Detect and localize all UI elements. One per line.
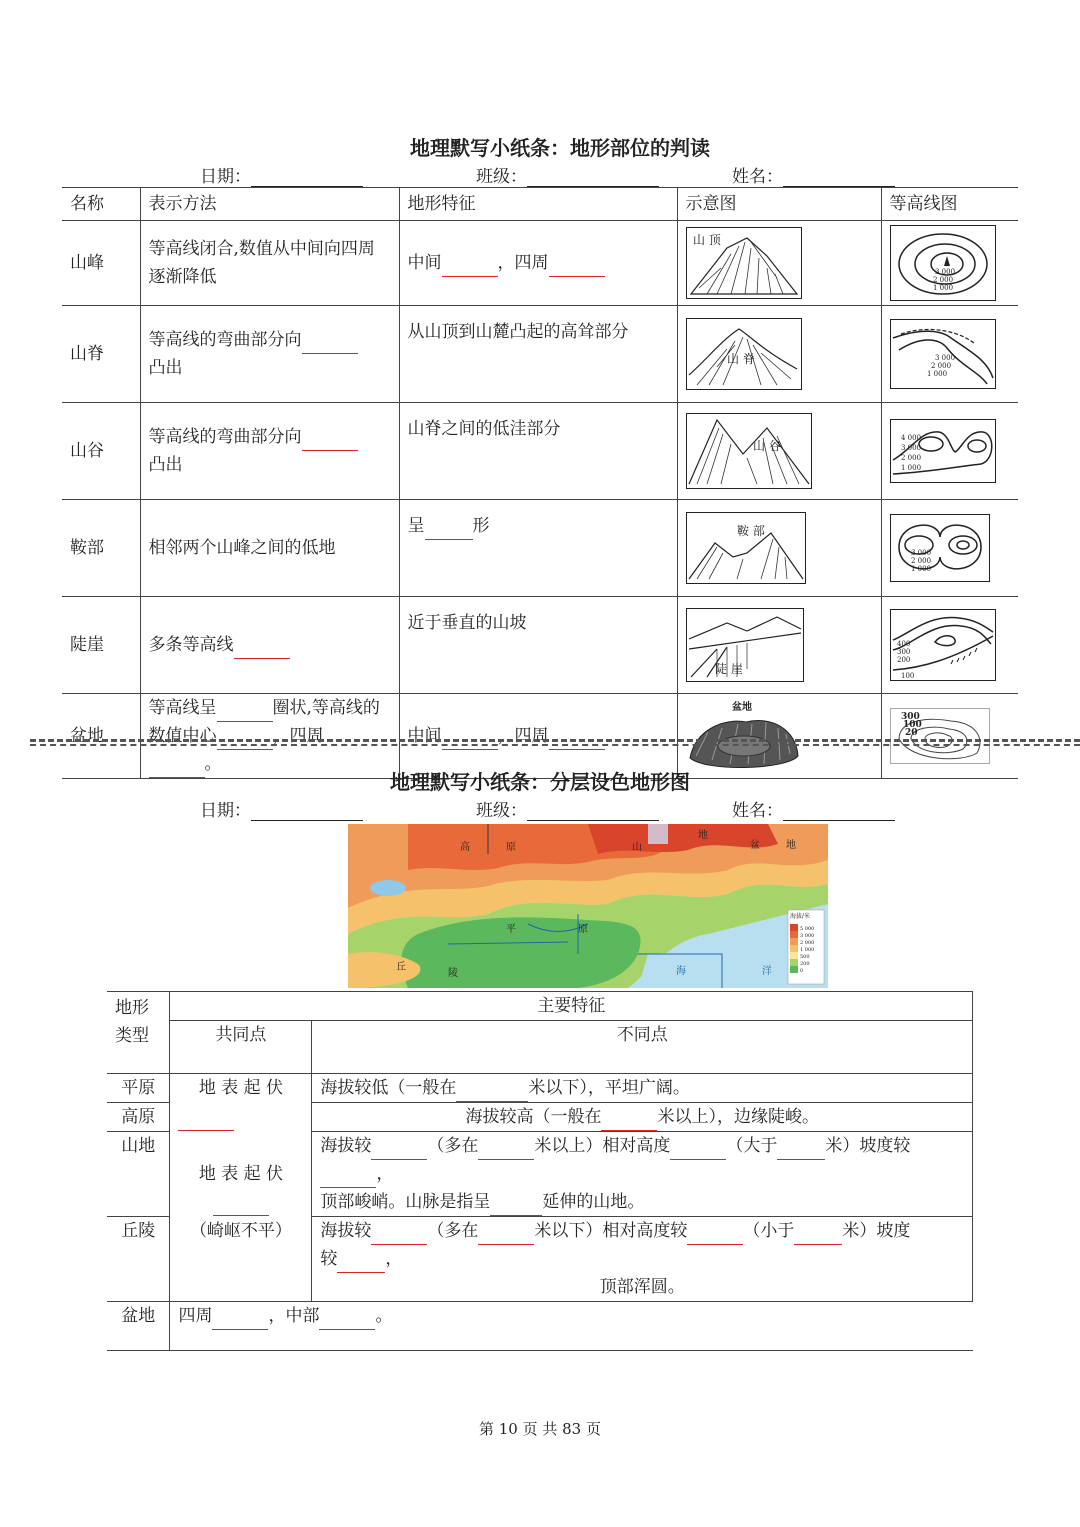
table-row bbox=[62, 403, 1018, 500]
table-row bbox=[107, 1074, 973, 1103]
answer-blank[interactable] bbox=[217, 735, 273, 750]
sketch-cell bbox=[677, 306, 881, 403]
sheet2-name-field bbox=[732, 796, 895, 821]
common-cell bbox=[170, 1103, 312, 1132]
answer-blank[interactable] bbox=[601, 1116, 657, 1131]
diff-text: （多在 bbox=[427, 1136, 479, 1156]
row-name: 山峰 bbox=[62, 221, 140, 306]
cliff-sketch bbox=[686, 608, 804, 682]
legend-label: 5 000 bbox=[800, 926, 815, 932]
name-label: 姓名： bbox=[732, 167, 783, 187]
table-header-row bbox=[107, 992, 973, 1021]
class-blank[interactable] bbox=[527, 170, 659, 187]
legend-label: 3 000 bbox=[800, 933, 815, 939]
contour-cell bbox=[881, 597, 1018, 694]
sheet2-title: 地理默写小纸条：分层设色地形图 bbox=[390, 770, 690, 794]
contour-label: 200 bbox=[896, 656, 910, 664]
date-blank[interactable] bbox=[251, 170, 363, 187]
map-label: 地 bbox=[786, 840, 796, 851]
cut-line bbox=[30, 739, 1080, 742]
common-cell bbox=[170, 1132, 312, 1217]
contour-label: 100 bbox=[900, 672, 914, 680]
contour-label: 3 000 bbox=[900, 444, 921, 452]
answer-blank[interactable] bbox=[456, 1087, 528, 1102]
diff-text: 较 bbox=[320, 1249, 338, 1269]
diff-cell bbox=[312, 1074, 973, 1103]
map-label: 丘 bbox=[396, 962, 406, 973]
answer-blank[interactable] bbox=[425, 525, 473, 540]
diff-text: ，中部 bbox=[268, 1306, 320, 1326]
basin-sketch bbox=[686, 698, 802, 774]
row-method bbox=[140, 597, 399, 694]
contour-label: 1 000 bbox=[932, 284, 953, 292]
method-text: 等高线的弯曲部分向 bbox=[148, 427, 302, 447]
sketch-label: 山 顶 bbox=[692, 233, 721, 247]
legend-label: 200 bbox=[800, 961, 810, 967]
date-label: 日期： bbox=[200, 167, 251, 187]
diff-text: 四周 bbox=[178, 1306, 213, 1326]
map-label: 山 bbox=[632, 842, 642, 853]
landform-position-table bbox=[62, 187, 1018, 779]
diff-text: ， bbox=[385, 1249, 403, 1269]
contour-cell bbox=[881, 500, 1018, 597]
contour-label: 400 bbox=[896, 640, 910, 648]
answer-blank[interactable] bbox=[213, 1201, 269, 1216]
answer-blank[interactable] bbox=[478, 1145, 534, 1160]
legend-title: 海拔/米 bbox=[790, 913, 811, 920]
feature-text: 形 bbox=[472, 516, 490, 536]
legend-label: 500 bbox=[800, 954, 810, 960]
contour-label: 1 000 bbox=[926, 370, 947, 378]
saddle-contour-map bbox=[890, 514, 990, 582]
diff-text: 米）坡度 bbox=[842, 1221, 911, 1241]
diff-cell bbox=[312, 1103, 973, 1132]
table-row bbox=[107, 1302, 973, 1351]
diff-text: 米以上）相对高度 bbox=[534, 1136, 671, 1156]
diff-text: 海拔较 bbox=[320, 1136, 372, 1156]
answer-blank[interactable] bbox=[442, 735, 498, 750]
table-row bbox=[107, 1217, 973, 1302]
diff-text: 。 bbox=[375, 1306, 393, 1326]
diff-text: 米以上），边缘陡峻。 bbox=[657, 1107, 819, 1127]
header-sketch: 示意图 bbox=[677, 188, 881, 221]
diff-text: 米以下），平坦广阔。 bbox=[528, 1078, 690, 1098]
contour-label: 100 bbox=[902, 720, 922, 730]
type-name: 山地 bbox=[107, 1132, 170, 1217]
answer-blank[interactable] bbox=[670, 1145, 726, 1160]
map-label: 地 bbox=[698, 830, 708, 841]
map-label: 平 bbox=[506, 924, 516, 935]
sheet1-title: 地理默写小纸条：地形部位的判读 bbox=[410, 136, 710, 160]
row-method: 等高线闭合,数值从中间向四周逐渐降低 bbox=[140, 221, 399, 306]
answer-blank[interactable] bbox=[777, 1145, 825, 1160]
method-text: 多条等高线 bbox=[148, 635, 234, 655]
table-row bbox=[62, 597, 1018, 694]
row-name: 山谷 bbox=[62, 403, 140, 500]
contour-label: 3 000 bbox=[910, 549, 931, 557]
map-label: 高 bbox=[460, 842, 470, 853]
row-name: 山脊 bbox=[62, 306, 140, 403]
diff-text: （小于 bbox=[743, 1221, 795, 1241]
type-header: 地形类型 bbox=[107, 992, 170, 1074]
header-feature: 地形特征 bbox=[399, 188, 677, 221]
type-name: 高原 bbox=[107, 1103, 170, 1132]
type-name: 平原 bbox=[107, 1074, 170, 1103]
name-label: 姓名： bbox=[732, 801, 783, 821]
sketch-cell bbox=[677, 500, 881, 597]
diff-text: （大于 bbox=[726, 1136, 778, 1156]
contour-cell bbox=[881, 221, 1018, 306]
table-row bbox=[62, 221, 1018, 306]
contour-label: 300 bbox=[896, 648, 910, 656]
diff-cell bbox=[312, 1217, 973, 1302]
feature-text: 中间 bbox=[407, 253, 442, 273]
answer-blank[interactable] bbox=[442, 262, 498, 277]
table-header-row bbox=[62, 188, 1018, 221]
answer-blank[interactable] bbox=[490, 1201, 542, 1216]
cut-line bbox=[30, 744, 1080, 746]
sketch-label: 山 谷 bbox=[752, 439, 781, 453]
diff-text: 米以下）相对高度较 bbox=[534, 1221, 688, 1241]
diff-cell bbox=[170, 1302, 973, 1351]
answer-blank[interactable] bbox=[234, 644, 290, 659]
type-name: 丘陵 bbox=[107, 1217, 170, 1302]
basin-contour-map bbox=[890, 708, 990, 764]
diff-text: 延伸的山地。 bbox=[542, 1192, 645, 1212]
legend-label: 0 bbox=[800, 968, 804, 974]
sketch-label: 陡 崖 bbox=[714, 662, 743, 676]
row-name: 鞍部 bbox=[62, 500, 140, 597]
row-feature: 近于垂直的山坡 bbox=[399, 597, 677, 694]
contour-label: 4 000 bbox=[900, 434, 921, 442]
contour-cell bbox=[881, 403, 1018, 500]
map-label: 洋 bbox=[762, 966, 772, 977]
cliff-contour-map bbox=[890, 609, 996, 681]
row-feature bbox=[399, 500, 677, 597]
answer-blank[interactable] bbox=[320, 1173, 376, 1188]
diff-text: 顶部峻峭。山脉是指呈 bbox=[320, 1192, 491, 1212]
feature-text: ，四周 bbox=[497, 253, 549, 273]
name-blank[interactable] bbox=[783, 804, 895, 821]
type-name: 盆地 bbox=[107, 1302, 170, 1351]
sketch-cell bbox=[677, 221, 881, 306]
name-blank[interactable] bbox=[783, 170, 895, 187]
map-label: 盆 bbox=[750, 840, 760, 851]
sketch-label: 盆地 bbox=[731, 702, 752, 713]
sheet1-name-field bbox=[732, 162, 895, 187]
diff-cell bbox=[312, 1132, 973, 1217]
header-method: 表示方法 bbox=[140, 188, 399, 221]
answer-blank[interactable] bbox=[794, 1230, 842, 1245]
table-row bbox=[107, 1132, 973, 1217]
common-cell: （崎岖不平） bbox=[170, 1217, 312, 1302]
diff-text: 顶部浑圆。 bbox=[599, 1277, 685, 1297]
answer-blank[interactable] bbox=[371, 1145, 427, 1160]
legend-label: 1 000 bbox=[800, 947, 815, 953]
row-method bbox=[140, 306, 399, 403]
method-text: ，四周 bbox=[272, 726, 324, 746]
date-label: 日期： bbox=[200, 801, 251, 821]
date-blank[interactable] bbox=[251, 804, 363, 821]
table-subheader-row bbox=[107, 1021, 973, 1074]
row-feature: 从山顶到山麓凸起的高耸部分 bbox=[399, 306, 677, 403]
contour-label: 2 000 bbox=[900, 454, 921, 462]
sheet2-date-field bbox=[200, 796, 363, 821]
diff-text: （多在 bbox=[427, 1221, 479, 1241]
sheet1-class-field bbox=[476, 162, 659, 187]
contour-label: 300 bbox=[900, 712, 920, 722]
main-feature-header: 主要特征 bbox=[170, 992, 973, 1021]
page-footer: 第 10 页 共 83 页 bbox=[478, 1420, 601, 1438]
answer-blank[interactable] bbox=[302, 436, 358, 451]
sheet1-date-field bbox=[200, 162, 363, 187]
contour-label: 3 000 bbox=[934, 354, 955, 362]
class-blank[interactable] bbox=[527, 804, 659, 821]
row-method bbox=[140, 403, 399, 500]
row-name: 盆地 bbox=[62, 694, 140, 779]
map-label: 海 bbox=[676, 966, 686, 977]
layered-relief-map bbox=[348, 824, 828, 988]
table-row bbox=[62, 306, 1018, 403]
method-text: 圈状,等高线的数值中心 bbox=[148, 698, 380, 746]
class-label: 班级： bbox=[476, 167, 527, 187]
header-contour: 等高线图 bbox=[881, 188, 1018, 221]
map-label: 原 bbox=[578, 924, 588, 935]
row-feature bbox=[399, 221, 677, 306]
legend-label: 2 000 bbox=[800, 940, 815, 946]
sheet2-class-field bbox=[476, 796, 659, 821]
mountain-peak-sketch bbox=[686, 227, 802, 299]
method-text: 等高线呈 bbox=[148, 698, 217, 718]
valley-contour-map bbox=[890, 419, 996, 483]
contour-label: 1 000 bbox=[910, 565, 931, 573]
map-label: 原 bbox=[506, 842, 516, 853]
answer-blank[interactable] bbox=[217, 707, 273, 722]
diff-text: 海拔较低（一般在 bbox=[320, 1078, 457, 1098]
contour-label: 20 bbox=[904, 728, 918, 738]
table-row bbox=[107, 1103, 973, 1132]
ridge-contour-map bbox=[890, 319, 996, 389]
landform-type-table bbox=[107, 991, 973, 1351]
sketch-label: 山 脊 bbox=[726, 352, 755, 366]
answer-blank[interactable] bbox=[337, 1258, 385, 1273]
sketch-cell bbox=[677, 403, 881, 500]
method-text: 。 bbox=[204, 754, 222, 774]
feature-text: ，四周 bbox=[497, 726, 549, 746]
common-text: 地 表 起 伏 bbox=[198, 1163, 284, 1184]
diff-text: 米）坡度较 bbox=[825, 1136, 911, 1156]
row-method: 相邻两个山峰之间的低地 bbox=[140, 500, 399, 597]
answer-blank[interactable] bbox=[549, 262, 605, 277]
answer-blank[interactable] bbox=[178, 1116, 234, 1131]
feature-text: 中间 bbox=[407, 726, 442, 746]
answer-blank[interactable] bbox=[319, 1315, 375, 1330]
diff-text: 海拔较高（一般在 bbox=[465, 1107, 602, 1127]
common-cell: 地 表 起 伏 bbox=[170, 1074, 312, 1103]
answer-blank[interactable] bbox=[687, 1230, 743, 1245]
contour-label: 2 000 bbox=[910, 557, 931, 565]
contour-label: 1 000 bbox=[900, 464, 921, 472]
answer-blank[interactable] bbox=[212, 1315, 268, 1330]
row-feature: 山脊之间的低洼部分 bbox=[399, 403, 677, 500]
contour-label: 2 000 bbox=[930, 362, 951, 370]
contour-label: 2 000 bbox=[932, 276, 953, 284]
answer-blank[interactable] bbox=[371, 1230, 427, 1245]
table-row bbox=[62, 500, 1018, 597]
saddle-sketch bbox=[686, 512, 806, 584]
method-text: 等高线的弯曲部分向 bbox=[148, 330, 302, 350]
contour-cell bbox=[881, 306, 1018, 403]
diff-header: 不同点 bbox=[312, 1021, 973, 1074]
valley-sketch bbox=[686, 413, 812, 489]
elevation-legend bbox=[788, 910, 824, 984]
answer-blank[interactable] bbox=[549, 735, 605, 750]
common-header: 共同点 bbox=[170, 1021, 312, 1074]
diff-text: ， bbox=[376, 1164, 394, 1184]
answer-blank[interactable] bbox=[478, 1230, 534, 1245]
method-text: 凸出 bbox=[148, 358, 183, 378]
sketch-cell bbox=[677, 597, 881, 694]
diff-text: 海拔较 bbox=[320, 1221, 372, 1241]
ridge-sketch bbox=[686, 318, 802, 390]
peak-contour-map bbox=[890, 225, 996, 301]
answer-blank[interactable] bbox=[302, 339, 358, 354]
feature-text: 呈 bbox=[407, 516, 425, 536]
header-name: 名称 bbox=[62, 188, 140, 221]
sketch-label: 鞍 部 bbox=[736, 524, 765, 538]
map-label: 陵 bbox=[448, 968, 458, 979]
method-text: 凸出 bbox=[148, 455, 183, 475]
row-name: 陡崖 bbox=[62, 597, 140, 694]
contour-label: 3 000 bbox=[934, 268, 955, 276]
class-label: 班级： bbox=[476, 801, 527, 821]
